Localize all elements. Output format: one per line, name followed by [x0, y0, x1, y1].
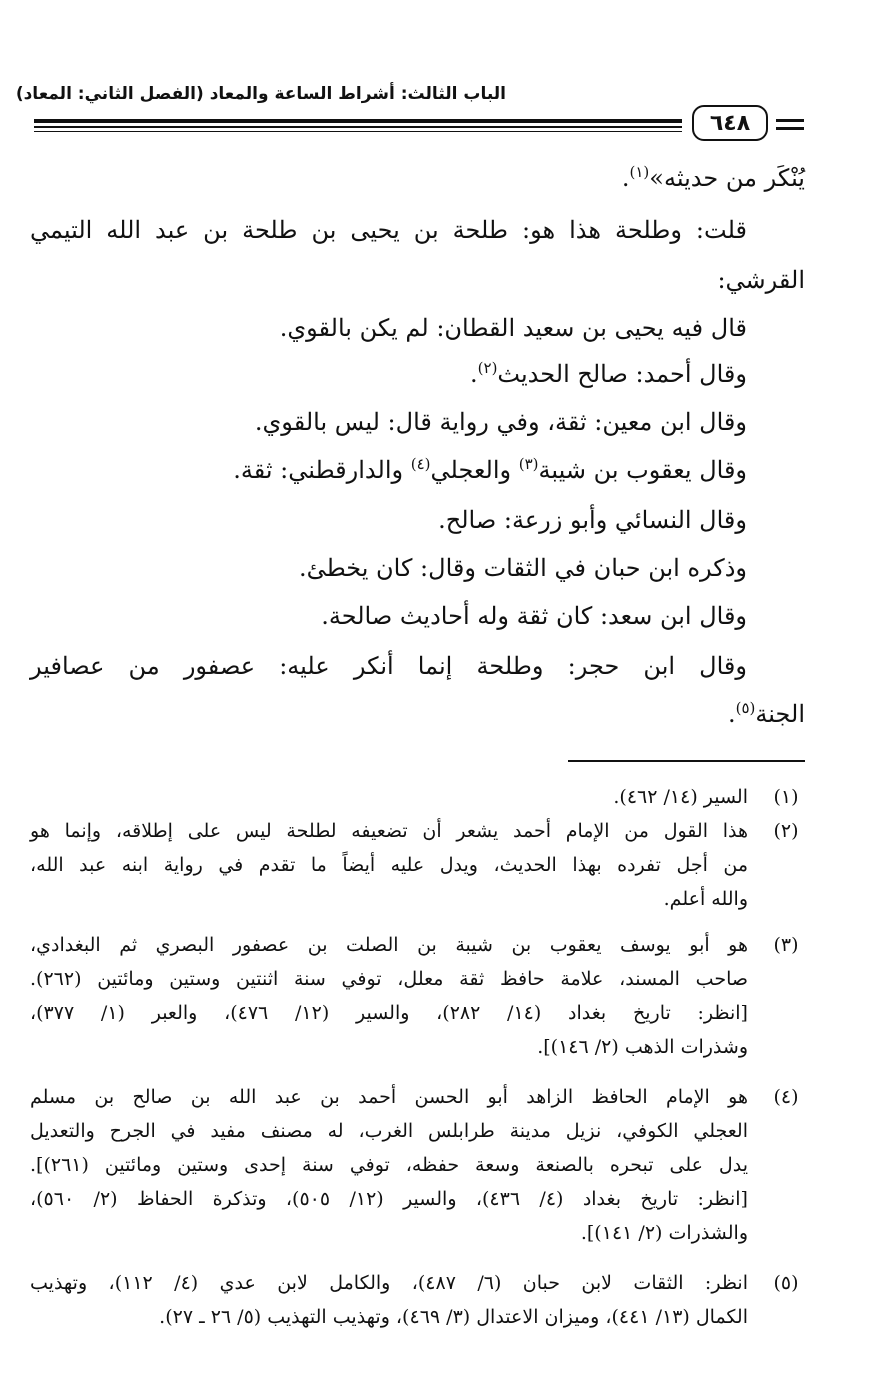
- body-line: وقال ابن معين: ثقة، وفي رواية قال: ليس بالقوي.: [254, 408, 747, 436]
- body-line: قلت: وطلحة هذا هو: طلحة بن يحيى بن طلحة بن عبد الله التيمي: [30, 216, 747, 244]
- body-line: وذكره ابن حبان في الثقات وقال: كان يخطئ.: [298, 554, 747, 582]
- body-line: الجنة$^{(٥)}$.: [727, 699, 805, 728]
- footnote-number: (٢): [773, 820, 799, 842]
- footnote-1: [30, 780, 806, 814]
- page-number: ٦٤٨: [709, 110, 751, 136]
- footnote-4: [30, 1080, 806, 1250]
- footnote-text: هو أبو يوسف يعقوب بن شيبة بن الصلت بن عصفور البصري ثم البغدادي، صاحب المسند، علامة حافظ ثقة معلل، توفي سنة اثنتين وستين ومائتين (٢٦٢). [انظر: تاريخ بغداد (١٤/ ٢٨٢)، والسير (١٢/ ٤٧٦)، والعبر (١/ ٣٧٧)، وشذرات الذهب (٢/ ١٤٦)].: [30, 934, 748, 1058]
- page-number-dash-bottom: [776, 127, 804, 130]
- footnote-number: (١): [773, 786, 799, 808]
- page-number-box: [692, 105, 768, 141]
- page-number-dash-top: [776, 119, 804, 122]
- running-header-title: الباب الثالث: أشراط الساعة والمعاد (الفصل الثاني: المعاد): [15, 84, 506, 104]
- header-rule-thick: [34, 119, 682, 123]
- footnote-2: [30, 814, 806, 916]
- body-line: وقال النسائي وأبو زرعة: صالح.: [438, 506, 747, 534]
- footnote-separator: [568, 760, 805, 762]
- body-line: وقال ابن حجر: وطلحة إنما أنكر عليه: عصفور من عصافير: [30, 652, 747, 680]
- footnote-text: السير (١٤/ ٤٦٢).: [613, 786, 748, 808]
- body-line: يُنْكَر من حديثه»$^{(١)}$.: [621, 163, 805, 192]
- footnote-3: [30, 928, 806, 1064]
- body-line: وقال أحمد: صالح الحديث$^{(٢)}$.: [470, 359, 747, 388]
- footnote-text: انظر: الثقات لابن حبان (٦/ ٤٨٧)، والكامل لابن عدي (٤/ ١١٢)، وتهذيب الكمال (١٣/ ٤٤١)، وميزان الاعتدال (٣/ ٤٦٩)، وتهذيب التهذيب (٥/ ٢٦ ـ ٢٧).: [30, 1272, 748, 1328]
- body-line: قال فيه يحيى بن سعيد القطان: لم يكن بالقوي.: [279, 314, 747, 342]
- body-line: وقال ابن سعد: كان ثقة وله أحاديث صالحة.: [321, 602, 747, 630]
- footnote-number: (٣): [773, 934, 799, 956]
- footnote-5: [30, 1266, 806, 1334]
- footnote-number: (٥): [773, 1272, 799, 1294]
- footnote-number: (٤): [773, 1086, 799, 1108]
- footnote-text: هو الإمام الحافظ الزاهد أبو الحسن أحمد بن عبد الله بن صالح بن مسلم العجلي الكوفي، نزيل مدينة طرابلس الغرب، له مصنف مفيد في الجرح والتعديل يدل على تبحره بالصنعة وسعة حفظه، توفي سنة إحدى وستين ومائتين (٢٦١)]. [انظر: تاريخ بغداد (٤/ ٤٣٦)، والسير (١٢/ ٥٠٥)، وتذكرة الحفاظ (٢/ ٥٦٠)، والشذرات (٢/ ١٤١)].: [30, 1086, 748, 1244]
- header-rule-middle: [34, 126, 682, 128]
- header-rule-thin: [34, 131, 682, 132]
- body-line: القرشي:: [717, 266, 805, 294]
- body-line: وقال يعقوب بن شيبة$^{(٣)}$ والعجلي$^{(٤)}$ والدارقطني: ثقة.: [233, 455, 747, 484]
- footnote-text: هذا القول من الإمام أحمد يشعر أن تضعيفه لطلحة ليس على إطلاقه، وإنما هو من أجل تفرده بهذا الحديث، ويدل عليه أيضاً ما تقدم في رواية ابنه عبد الله، والله أعلم.: [30, 820, 748, 910]
